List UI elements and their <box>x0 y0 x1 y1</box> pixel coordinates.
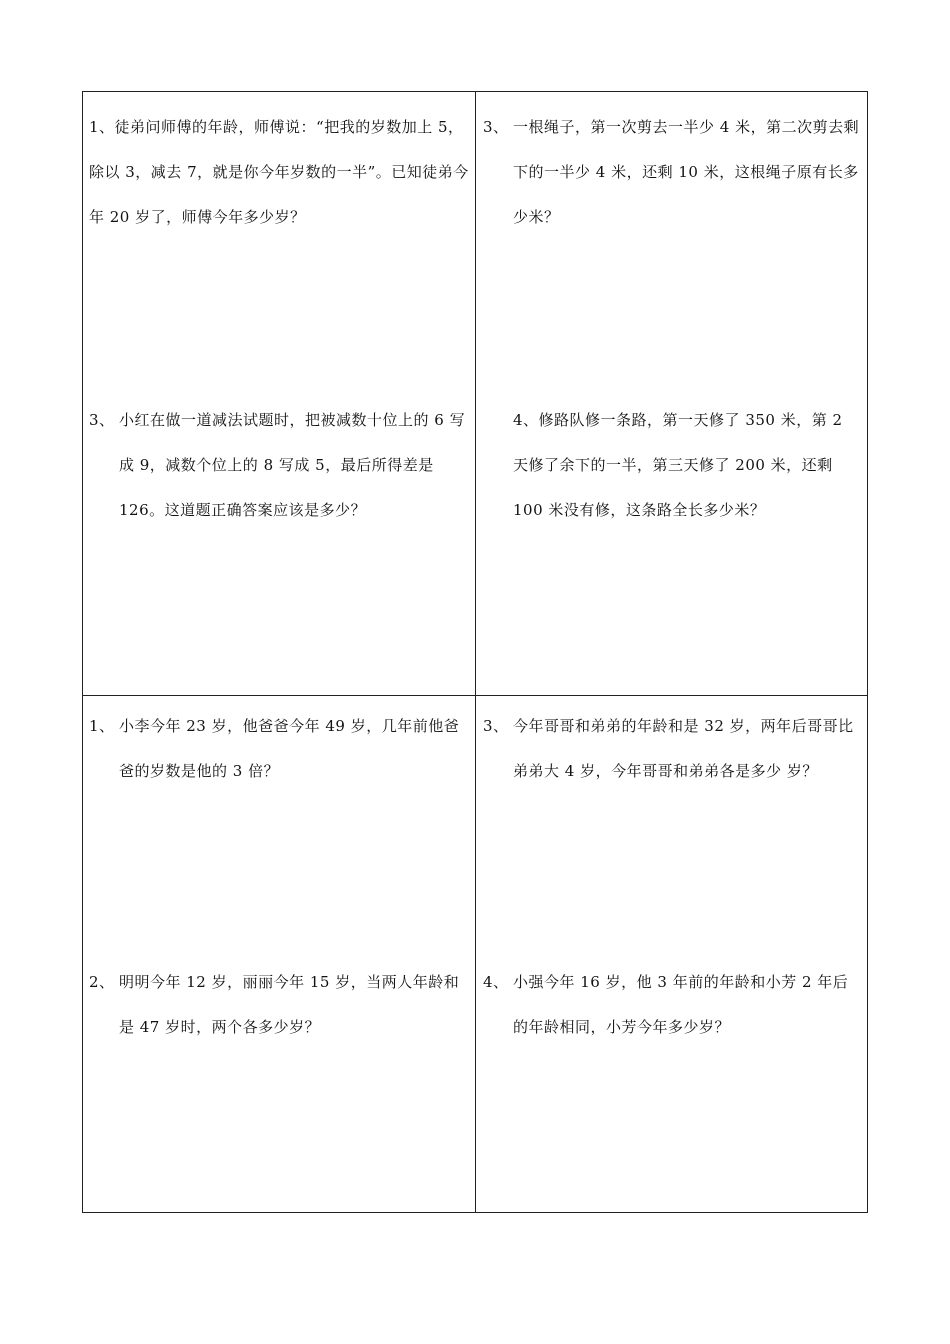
question-number: 1、 <box>89 717 115 735</box>
worksheet-table <box>82 91 868 1213</box>
question-number: 3、 <box>483 717 509 735</box>
question-block <box>483 105 861 240</box>
question-text: 小李今年 23 岁，他爸爸今年 49 岁，几年前他爸爸的岁数是他的 3 倍？ <box>119 717 460 780</box>
question-block <box>89 704 469 794</box>
question-block <box>483 704 861 794</box>
question-text: 小强今年 16 岁，他 3 年前的年龄和小芳 2 年后的年龄相同，小芳今年多少岁？ <box>513 973 849 1036</box>
question-number: 4、 <box>483 973 509 991</box>
question-text: 4、修路队修一条路，第一天修了 350 米，第 2 天修了余下的一半，第三天修了 200 米，还剩 100 米没有修，这条路全长多少米？ <box>513 411 843 519</box>
question-text: 一根绳子，第一次剪去一半少 4 米，第二次剪去剩下的一半少 4 米，还剩 10 米，这根绳子原有长多少米？ <box>513 118 860 226</box>
question-text: 小红在做一道减法试题时，把被减数十位上的 6 写成 9，减数个位上的 8 写成 5，最后所得差是 126。这道题正确答案应该是多少？ <box>119 411 466 519</box>
question-block <box>483 960 861 1050</box>
question-block <box>89 960 469 1050</box>
question-text: 今年哥哥和弟弟的年龄和是 32 岁，两年后哥哥比弟弟大 4 岁，今年哥哥和弟弟各是多少 岁？ <box>513 717 854 780</box>
row-divider <box>83 695 867 696</box>
question-block <box>89 398 469 533</box>
question-number: 3、 <box>89 411 115 429</box>
question-block <box>513 398 861 533</box>
question-number: 3、 <box>483 118 509 136</box>
question-text: 明明今年 12 岁，丽丽今年 15 岁，当两人年龄和是 47 岁时，两个各多少岁？ <box>119 973 460 1036</box>
question-block <box>89 105 471 240</box>
column-divider <box>475 92 476 1212</box>
question-text: 1、徒弟问师傅的年龄，师傅说：“把我的岁数加上 5，除以 3，减去 7，就是你今年岁数的一半”。已知徒弟今年 20 岁了，师傅今年多少岁？ <box>89 118 469 226</box>
question-number: 2、 <box>89 973 115 991</box>
